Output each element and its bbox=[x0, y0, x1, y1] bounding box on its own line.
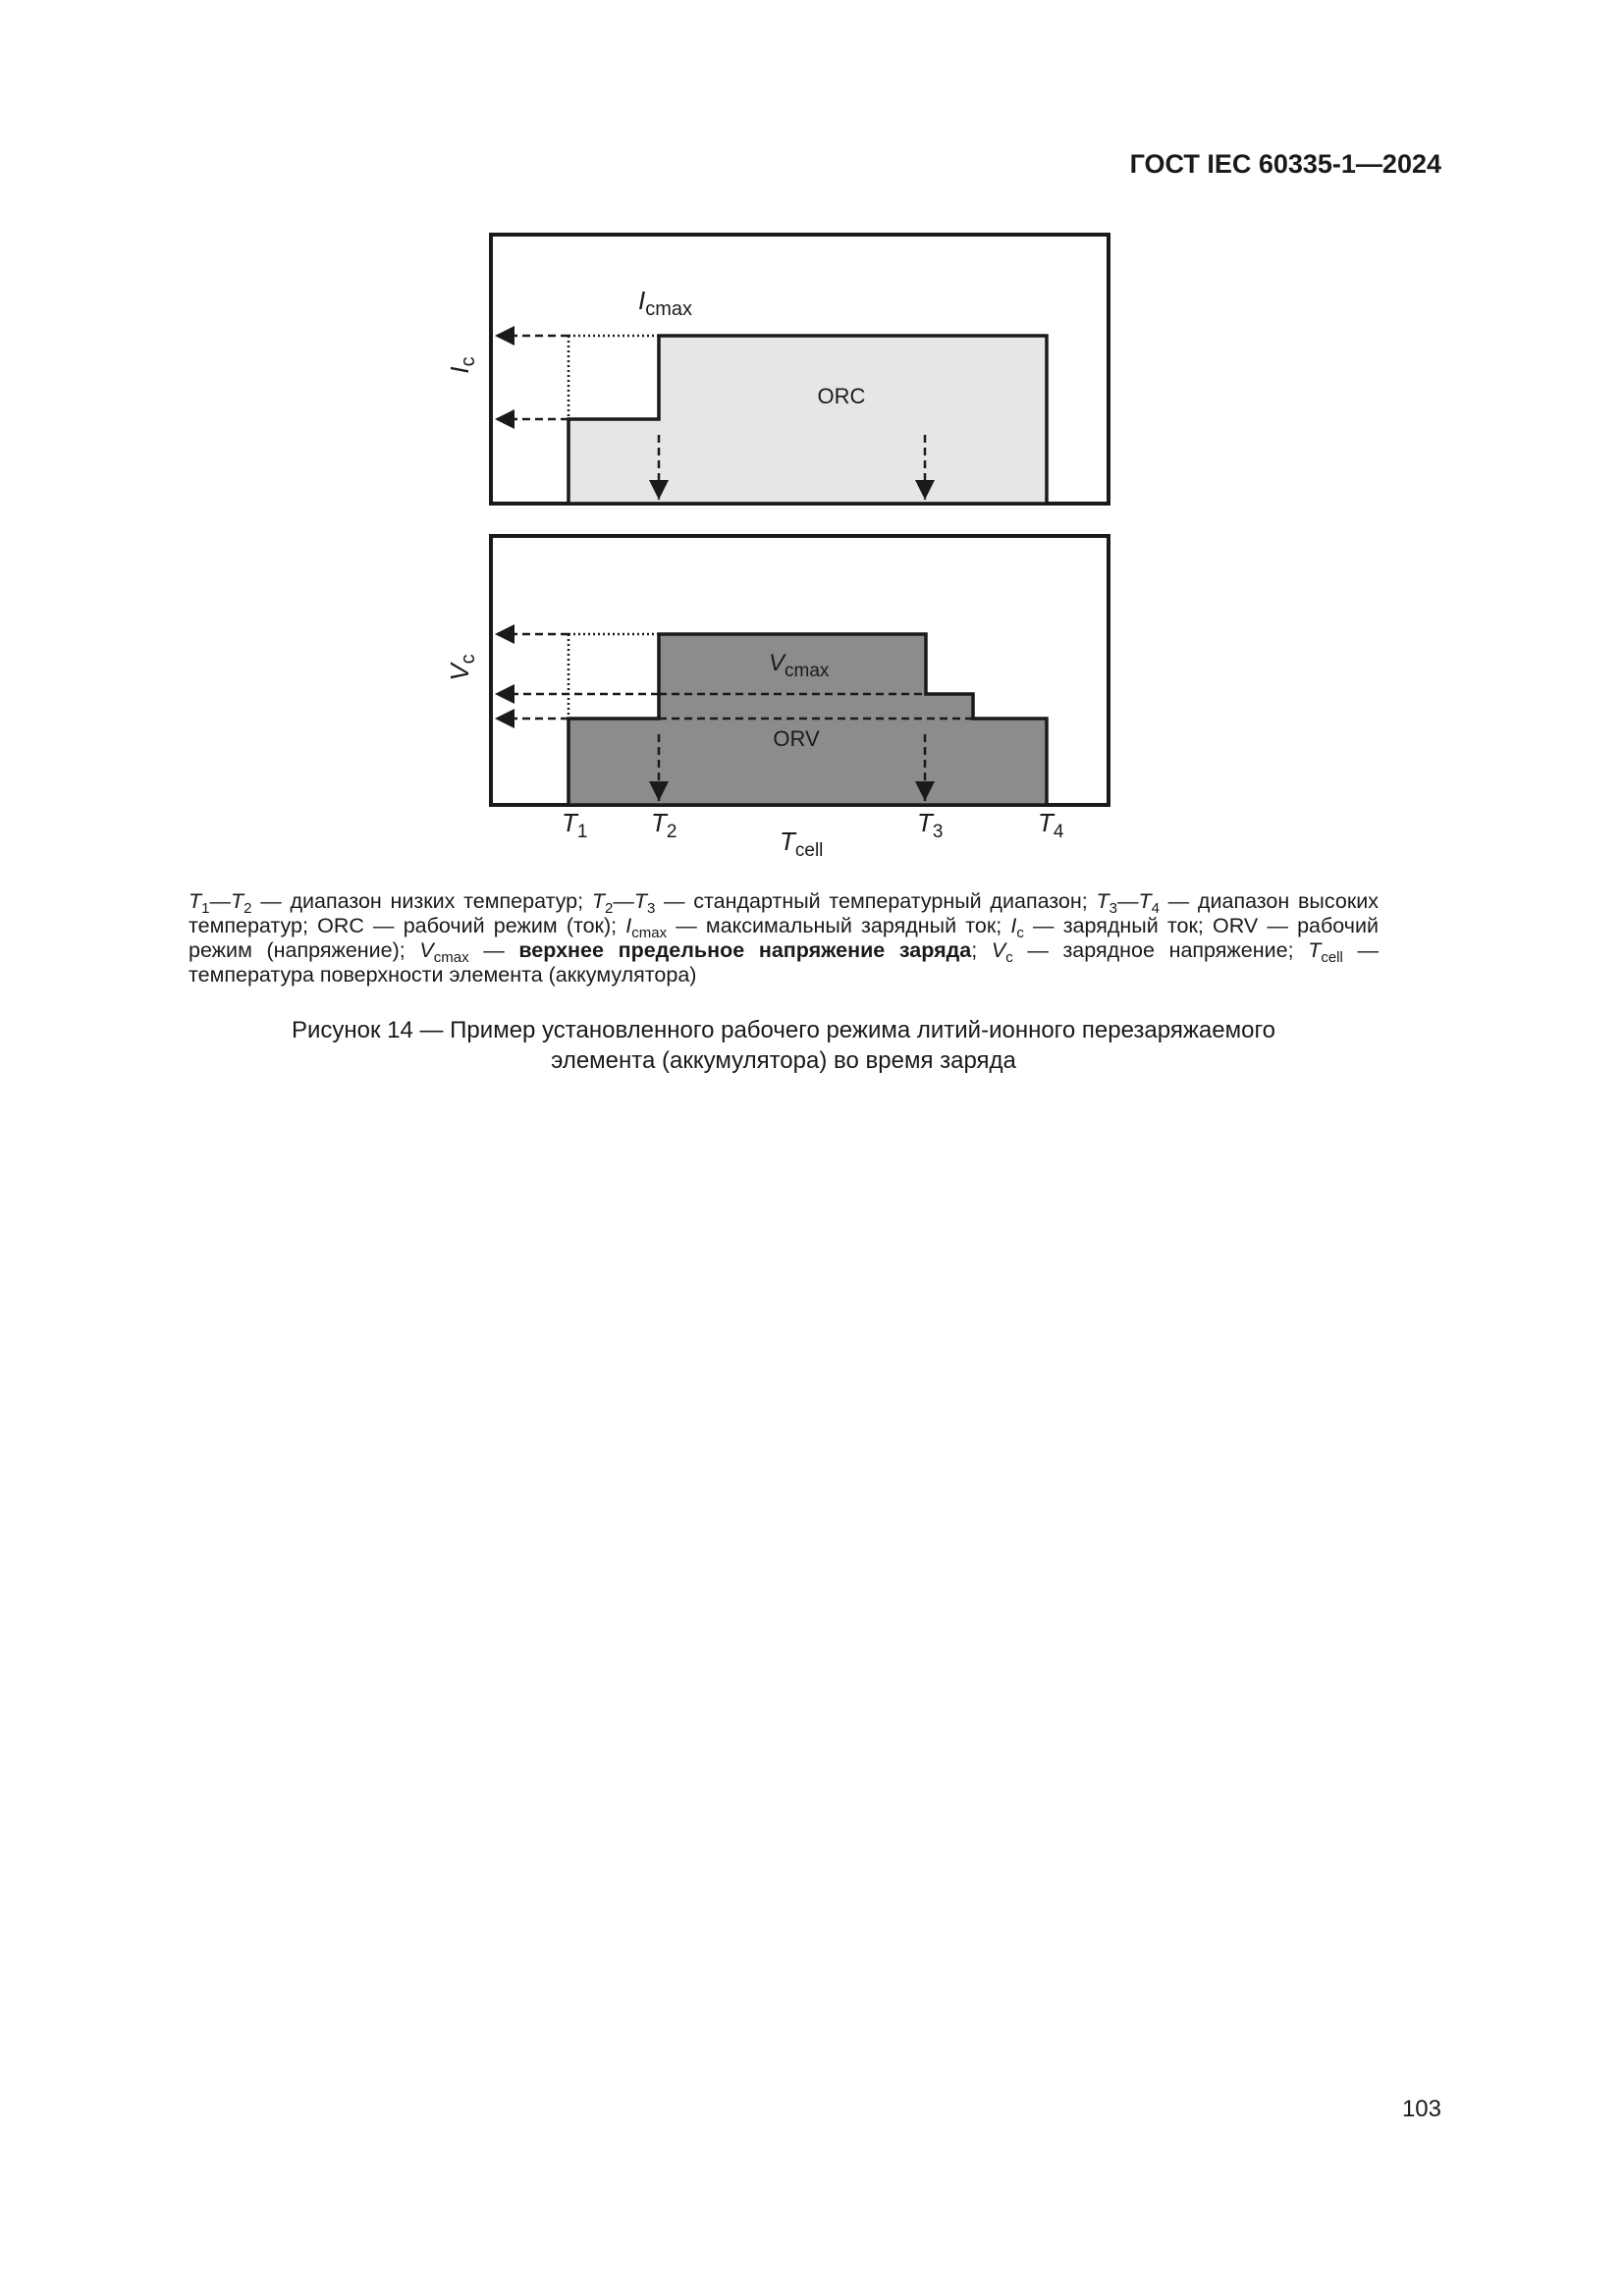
figure-legend: $T_1—T_2$ — диапазон низких температур; $T_2—T_3$ — стандартный температурный диапазон; $T_3—T_4$ — диапазон высоких температур; ORC — рабочий режим (ток); $I_{cmax}$ — максимальный зарядный ток; $I_c$ — зарядный ток; ORV — рабочий режим (напряжение); $V_{cmax}$ — верхнее предельное напряжение заряда; $V_c$ — зарядное напряжение; $T_{cell}$ — температура поверхности элемента (аккумулятора) bbox=[189, 889, 1380, 987]
vcmax-label: $V_{cmax}$ bbox=[769, 650, 830, 681]
current-panel bbox=[445, 235, 1109, 504]
voltage-axis-label: $V_c$ bbox=[445, 654, 479, 681]
orv-label: ORV bbox=[773, 726, 820, 751]
page-number: 103 bbox=[1401, 2096, 1441, 2122]
x-axis-label: $T_{cell}$ bbox=[780, 827, 824, 861]
current-axis-label: $I_c$ bbox=[445, 356, 479, 374]
caption-line-2: элемента (аккумулятора) во время заряда bbox=[551, 1047, 1016, 1074]
icmax-label: $I_{cmax}$ bbox=[638, 286, 693, 320]
voltage-panel bbox=[445, 536, 1109, 805]
caption-line-1: Рисунок 14 — Пример установленного рабочего режима литий-ионного перезаряжаемого bbox=[291, 1017, 1276, 1043]
figure-caption bbox=[189, 1015, 1379, 1076]
tick-label-t4: $T_4$ bbox=[1038, 808, 1064, 842]
standard-header: ГОСТ IEC 60335-1—2024 bbox=[1129, 149, 1441, 179]
orc-label: ORC bbox=[817, 384, 866, 408]
tick-label-t3: $T_3$ bbox=[917, 808, 944, 842]
tick-label-t1: $T_1$ bbox=[562, 808, 588, 842]
tick-label-t2: $T_2$ bbox=[651, 808, 677, 842]
x-axis bbox=[562, 808, 1064, 861]
